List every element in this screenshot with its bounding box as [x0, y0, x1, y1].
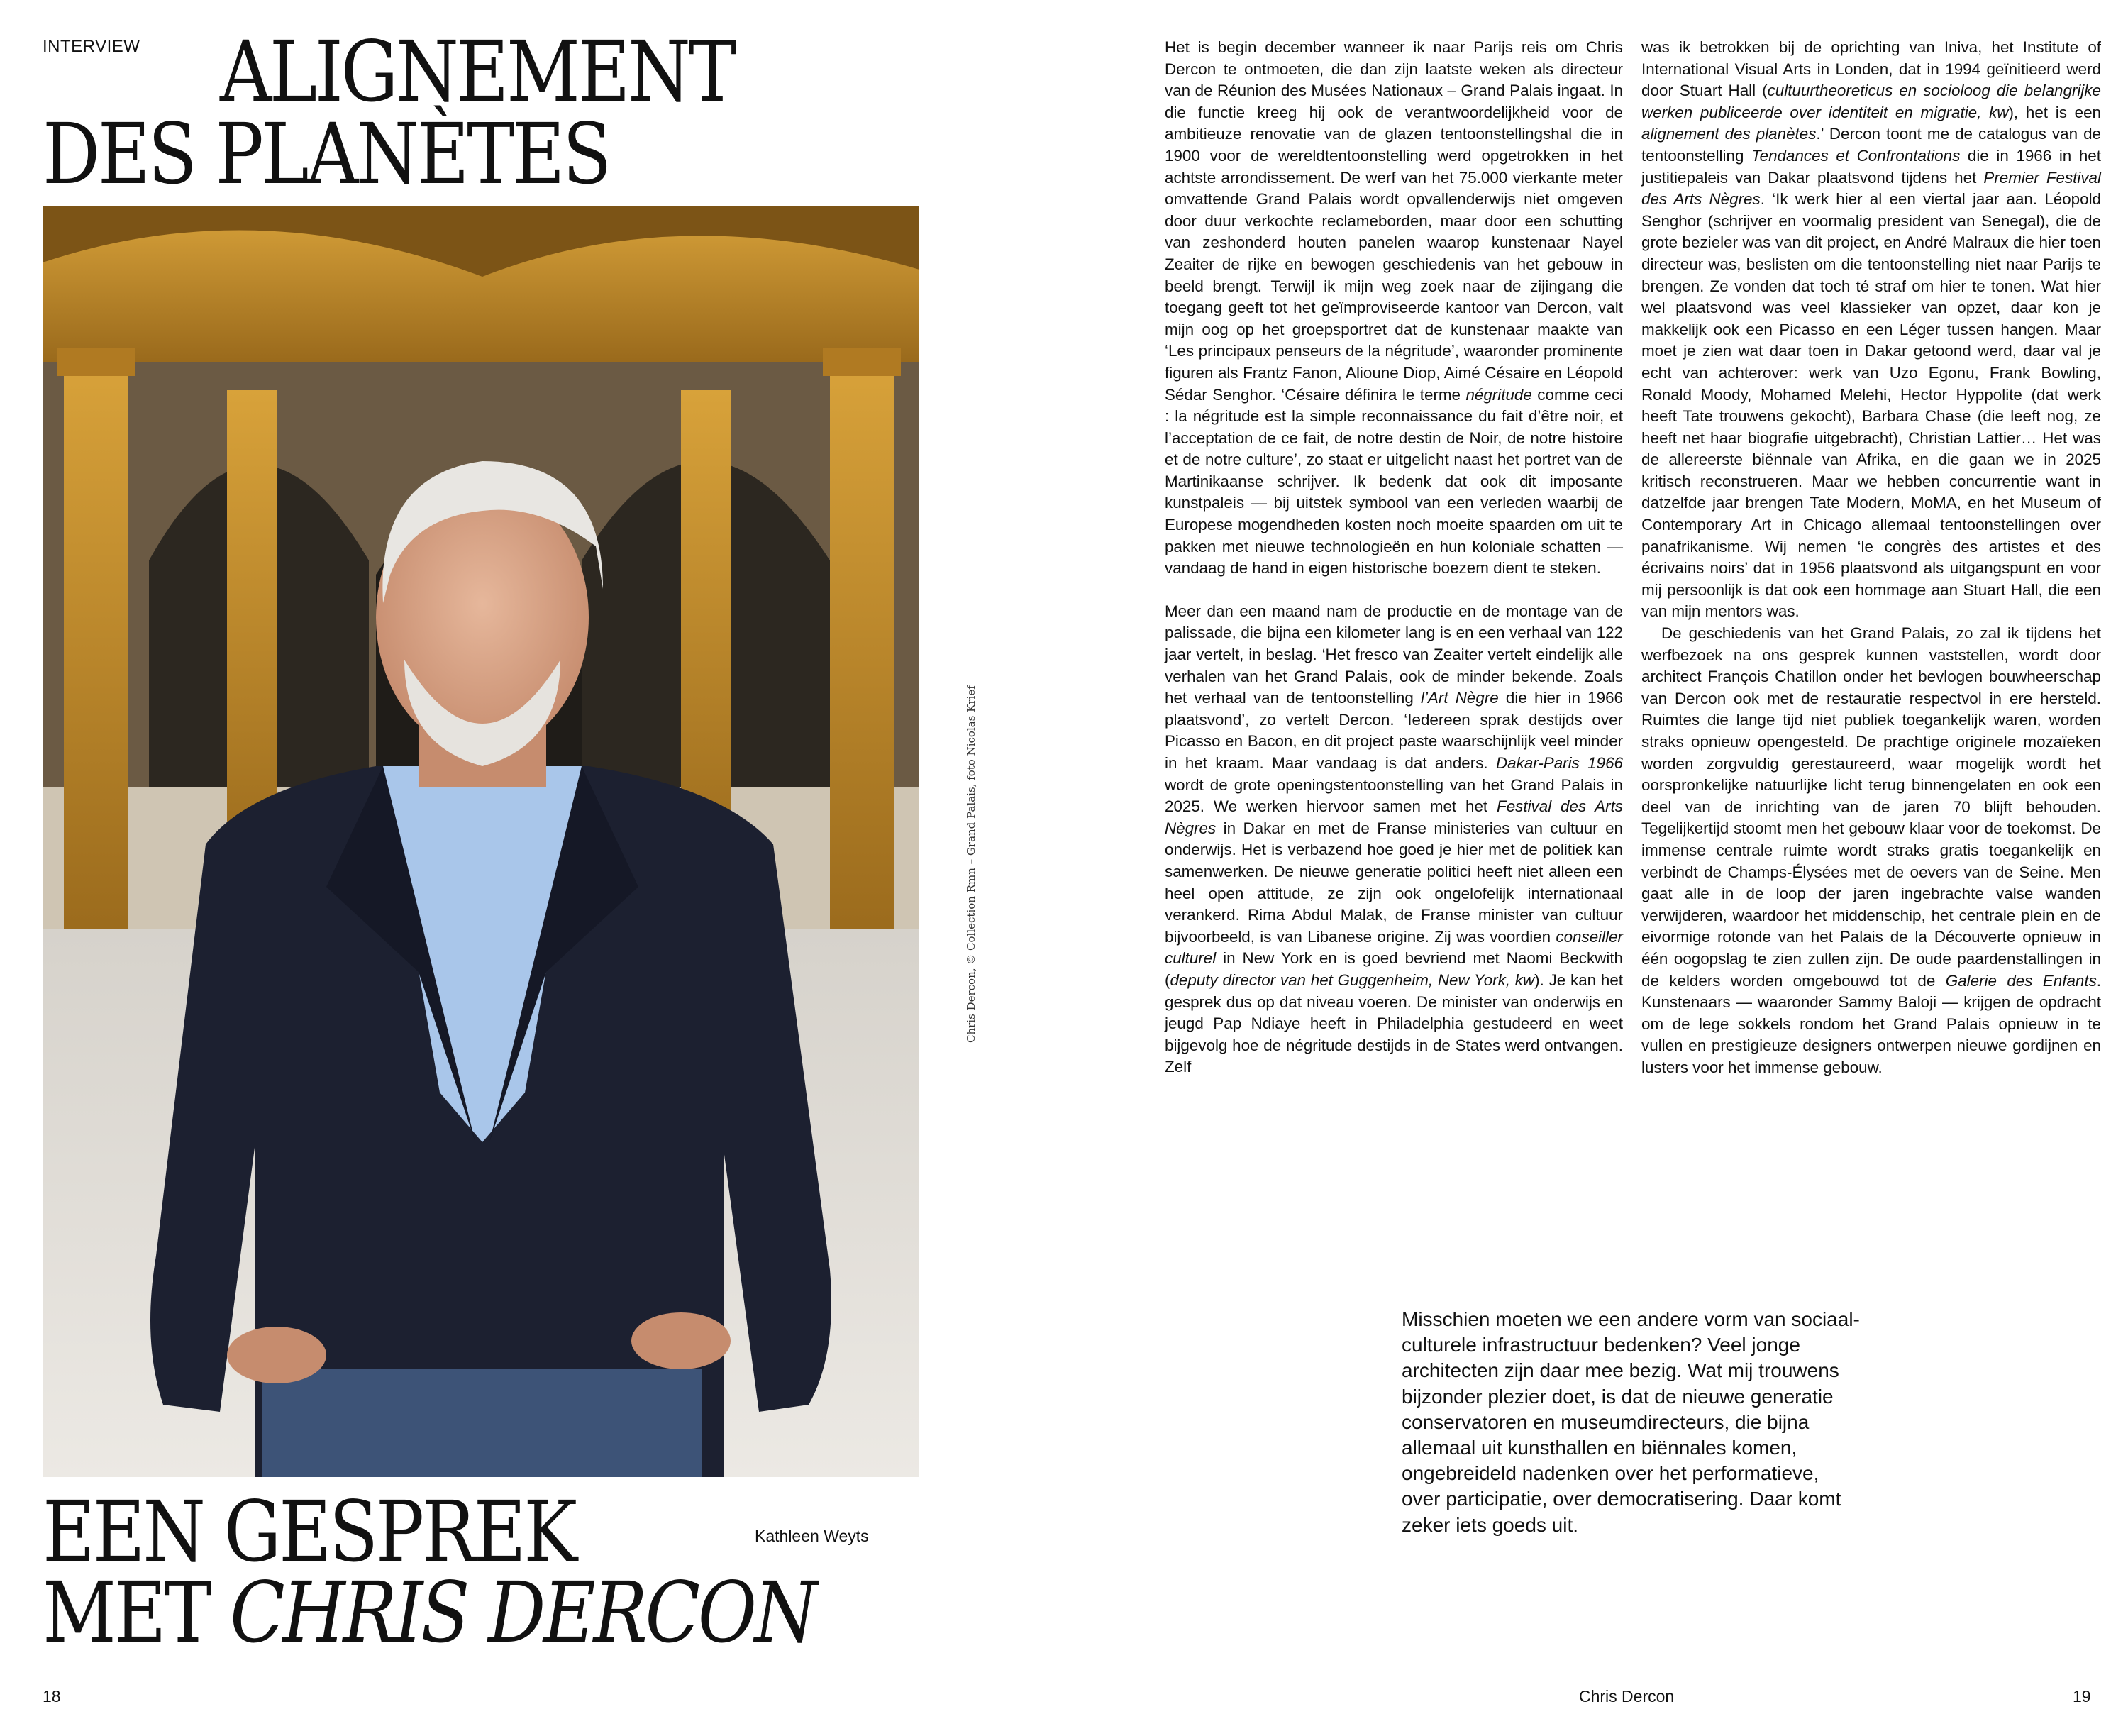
body-paragraph: De geschiedenis van het Grand Palais, zo zal ik tijdens het werfbezoek na ons gesprek kunnen vaststellen, wordt door architect François Chatillon onder het bevlogen bouwheerschap van Dercon ook met de restauratie respectvol in ere hersteld. Ruimtes die lange tijd niet publiek toegankelijk waren, worden straks opnieuw opengesteld. De prachtige originele mozaïeken worden zorgvuldig gerestaureerd, waar mogelijk wordt het oorspronkelijke natuurlijke licht terug binnengelaten en ook een deel van de inrichting van de jaren 70 blijft behouden. Tegelijkertijd stoomt men het gebouw klaar voor de toekomst. De immense centrale ruimte wordt straks gratis toegankelijk en verbindt de Champs-Élysées met de oevers van de Seine. Men gaat alle in de loop der jaren ingebrachte valse wanden verwijderen, waardoor het middenschip, het centrale plein en de eivormige rotonde van het Palais de la Découverte opnieuw in één oogopslag te zien zullen zijn. De oude paardenstallingen in de kelders worden omgebouwd tot de Galerie des Enfants. Kunstenaars — waaronder Sammy Baloji — krijgen de opdracht om de lege sokkels rondom het Grand Palais opnieuw in te vullen en prestigieuze designers ontwerpen nieuwe gordijnen en lusters voor het immense gebouw. [1641, 624, 2102, 1076]
portrait-photo [43, 206, 919, 1477]
body-column-2 [1641, 37, 2101, 1079]
author-byline: Kathleen Weyts [755, 1527, 869, 1545]
subtitle-line-1: EEN GESPREK [43, 1483, 575, 1581]
body-column-1 [1165, 37, 1623, 1078]
body-paragraph: was ik betrokken bij de oprichting van Iniva, het Institute of International Visual Arts in Londen, dat in 1994 geïnitieerd werd door Stuart Hall (cultuurtheoreticus en socioloog die belangrijke werken publiceerde over identiteit en migratie, kw), het is een alignement des planètes.’ Dercon toont me de catalogus van de tentoonstelling Tendances et Confrontations die in 1966 in het justitiepaleis van Dakar plaatsvond tijdens het Premier Festival des Arts Nègres. ‘Ik werk hier al een viertal jaar aan. Léopold Senghor (schrijver en voormalig president van Senegal), die de grote bezieler was van dit project, en André Malraux die hier toen directeur was, beslisten om die tentoonstelling niet naar Parijs te brengen. Ze vonden dat toch té straf om hier te tonen. Wat hier wel plaatsvond was veel klassieker van opzet, daar kon je makkelijk ook een Picasso en een Léger tussen hangen. Maar moet je zien wat daar toen in Dakar getoond werd, daar val je echt van achterover: werk van Uzo Egonu, Frank Bowling, Ronald Moody, Mohamed Melehi, Hector Hyppolite (dat werk heeft Tate trouwens gekocht), Barbara Chase (die leeft nog, ze heeft net haar biografie uitgebracht), Christian Lattier… Het was de allereerste biënnale van Afrika, en die gaan we in 2025 kritisch reconstrueren. Maar we hebben concurrentie want in datzelfde jaar brengen Tate Modern, MoMA, en het Museum of Contemporary Art in Chicago allemaal tentoonstellingen over panafrikanisme. Wij nemen ‘le congrès des artistes et des écrivains noirs’ dat in 1956 plaatsvond als uitgangspunt en voor mij persoonlijk is dat ook een hommage aan Stuart Hall, die een van mijn mentors was. [1641, 38, 2102, 621]
subtitle-line-2 [43, 1564, 815, 1662]
body-paragraph: Meer dan een maand nam de productie en de montage van de palissade, die bijna een kilometer lang is en een verhaal van 122 jaar vertelt, in beslag. ‘Het fresco van Zeaiter vertelt eindelijk alle verhalen van het Grand Palais, ook de minder bekende. Zoals het verhaal van de tentoonstelling l’Art Nègre die hier in 1966 plaatsvond’, zo vertelt Dercon. ‘Iedereen sprak destijds over Picasso en Bacon, en dit project paste waarschijnlijk veel minder in het kraam. Maar vandaag is dat anders. Dakar-Paris 1966 wordt de grote openingstentoonstelling van het Grand Palais in 2025. We werken hiervoor samen met het Festival des Arts Nègres in Dakar en met de Franse ministeries van cultuur en onderwijs. Het is verbazend hoe goed je hier met de politiek kan samenwerken. De nieuwe generatie politici heeft niet alleen een heel open attitude, ze zijn ook ongelofelijk internationaal verankerd. Rima Abdul Malak, de Franse minister van cultuur bijvoorbeeld, is van Libanese origine. Zij was voordien conseiller culturel in New York en is goed bevriend met Naomi Beckwith (deputy director van het Guggenheim, New York, kw). Je kan het gesprek dus op dat niveau voeren. De minister van onderwijs en jeugd Pap Ndiaye heeft in Philadelphia gestudeerd en weet bijgevolg hoe de négritude destijds in de States werd ontvangen. Zelf [1165, 602, 1624, 1076]
photo-credit-text: Chris Dercon, © Collection Rmn – Grand Palais, foto Nicolas Krief [965, 685, 977, 1043]
subtitle-prefix: MET [43, 1564, 231, 1662]
headline-line-2: DES PLANÈTES [43, 105, 610, 203]
body-paragraph: Het is begin december wanneer ik naar Parijs reis om Chris Dercon te ontmoeten, die dan zijn laatste weken als directeur van de Réunion des Musées Nationaux – Grand Palais ingaat. In die functie kreeg hij ook de verantwoordelijkheid voor de ambitieuze renovatie van de glazen tentoonstellingshal die in 1900 voor de wereldtentoonstelling werd opgetrokken in het achtste arrondissement. De werf van het 75.000 vierkante meter omvattende Grand Palais wordt opvallenderwijs niet omgeven door duur verkochte reclameborden, maar door een schutting van zeshonderd houten panelen waarop kunstenaar Nayel Zeaiter de rijke en bewogen geschiedenis van het gebouw in beeld brengt. Terwijl ik mijn weg zoek naar de zijingang die toegang geeft tot het geïmproviseerde kantoor van Dercon, valt mijn oog op het groepsportret dat de kunstenaar maakte van ‘Les principaux penseurs de la négritude’, waaronder prominente figuren als Frantz Fanon, Alioune Diop, Aimé Césaire en Léopold Sédar Senghor. ‘Césaire définira le terme négritude comme ceci : la négritude est la simple reconnaissance du fait d’être noir, et l’acceptation de ce fait, de notre destin de Noir, de notre histoire et de notre culture’, zo staat er uitgelicht naast het portret van de Martinikaanse schrijver. Ik bedenk dat ook dit imposante kunstpaleis — bij uitstek symbool van een verleden waarbij de Europese mogendheden kosten noch moeite spaarden om uit te pakken met nieuwe technologieën en hun koloniale schatten — vandaag de hand in eigen historische boezem dient te steken. [1165, 38, 1623, 577]
section-kicker: INTERVIEW [43, 37, 140, 56]
page-number-right: 19 [2073, 1687, 2091, 1705]
page-number-left: 18 [43, 1687, 61, 1705]
subtitle-name: CHRIS DERCON [230, 1564, 815, 1662]
pull-quote: Misschien moeten we een andere vorm van sociaal-culturele infrastructuur bedenken? Veel jonge architecten zijn daar mee bezig. Wat mij trouwens bijzonder plezier doet, is dat de nieuwe generatie conservatoren en museumdirecteurs, die bijna allemaal uit kunsthallen en biënnales komen, ongebreideld nadenken over het performatieve, over participatie, over democratisering. Daar komt zeker iets goeds uit. [1402, 1308, 1860, 1536]
photo-credit [958, 631, 986, 1057]
running-title: Chris Dercon [1579, 1687, 1675, 1705]
headline-line-1: ALIGNEMENT [220, 23, 734, 121]
